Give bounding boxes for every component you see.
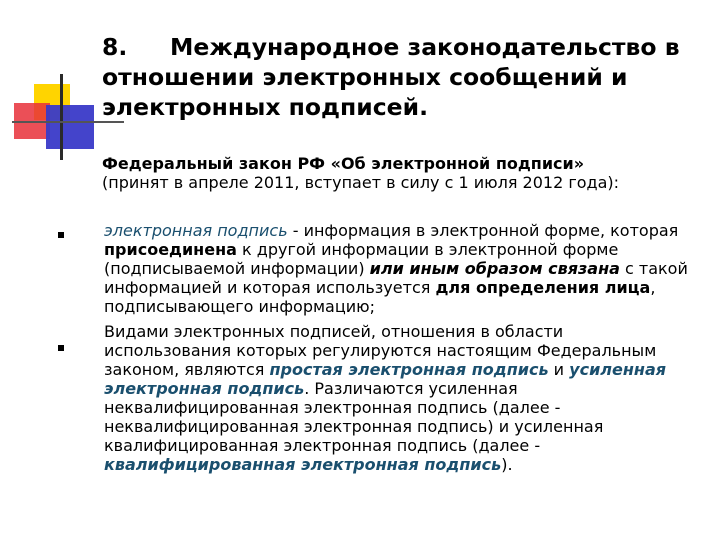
bullet-text: с такой информацией и которая используется [104, 259, 688, 297]
bullet-emphasis: или иным образом связана [369, 259, 620, 278]
term-qualified-signature: квалифицированная электронная подпись [104, 455, 502, 474]
term-enhanced-signature: усиленная электронная подпись [104, 360, 667, 398]
term-simple-signature: простая электронная подпись [269, 360, 549, 379]
bullet-text: ). [501, 455, 513, 474]
bullet-types [104, 322, 694, 474]
bullet-text: и [548, 360, 570, 379]
slide-number: 8. [102, 33, 128, 61]
bullet-definition [104, 221, 694, 316]
slide-title [102, 32, 702, 122]
bullet-emphasis: присоединена [104, 240, 237, 259]
slide-title-text: Международное законодательство в отношении электронных сообщений и электронных подписей. [102, 33, 680, 121]
intro-law-dates: (принят в апреле 2011, вступает в силу с 1 июля 2012 года): [102, 173, 620, 192]
decor-vertical-line [60, 74, 63, 160]
bullet-text: Видами электронных подписей, отношения в области использования которых регулируются настоящим Федеральным законом, являются [104, 322, 657, 379]
bullet-marker [58, 345, 64, 351]
intro-text [102, 154, 702, 192]
bullet-marker [58, 232, 64, 238]
bullet-text: к другой информации в электронной форме (подписываемой информации) [104, 240, 619, 278]
term-electronic-signature: электронная подпись [104, 221, 288, 240]
decor-blue-square [46, 105, 94, 149]
bullet-text: - информация в электронной форме, которая [287, 221, 679, 240]
intro-law-name: Федеральный закон РФ «Об электронной подписи» [102, 154, 585, 173]
bullet-text: . Различаются усиленная неквалифицированная электронная подпись (далее - неквалифицированная электронная подпись) и усиленная квалифицированная электронная подпись (далее - [104, 379, 604, 455]
bullet-text: , подписывающего информацию; [104, 278, 656, 316]
bullet-emphasis: для определения лица [435, 278, 651, 297]
